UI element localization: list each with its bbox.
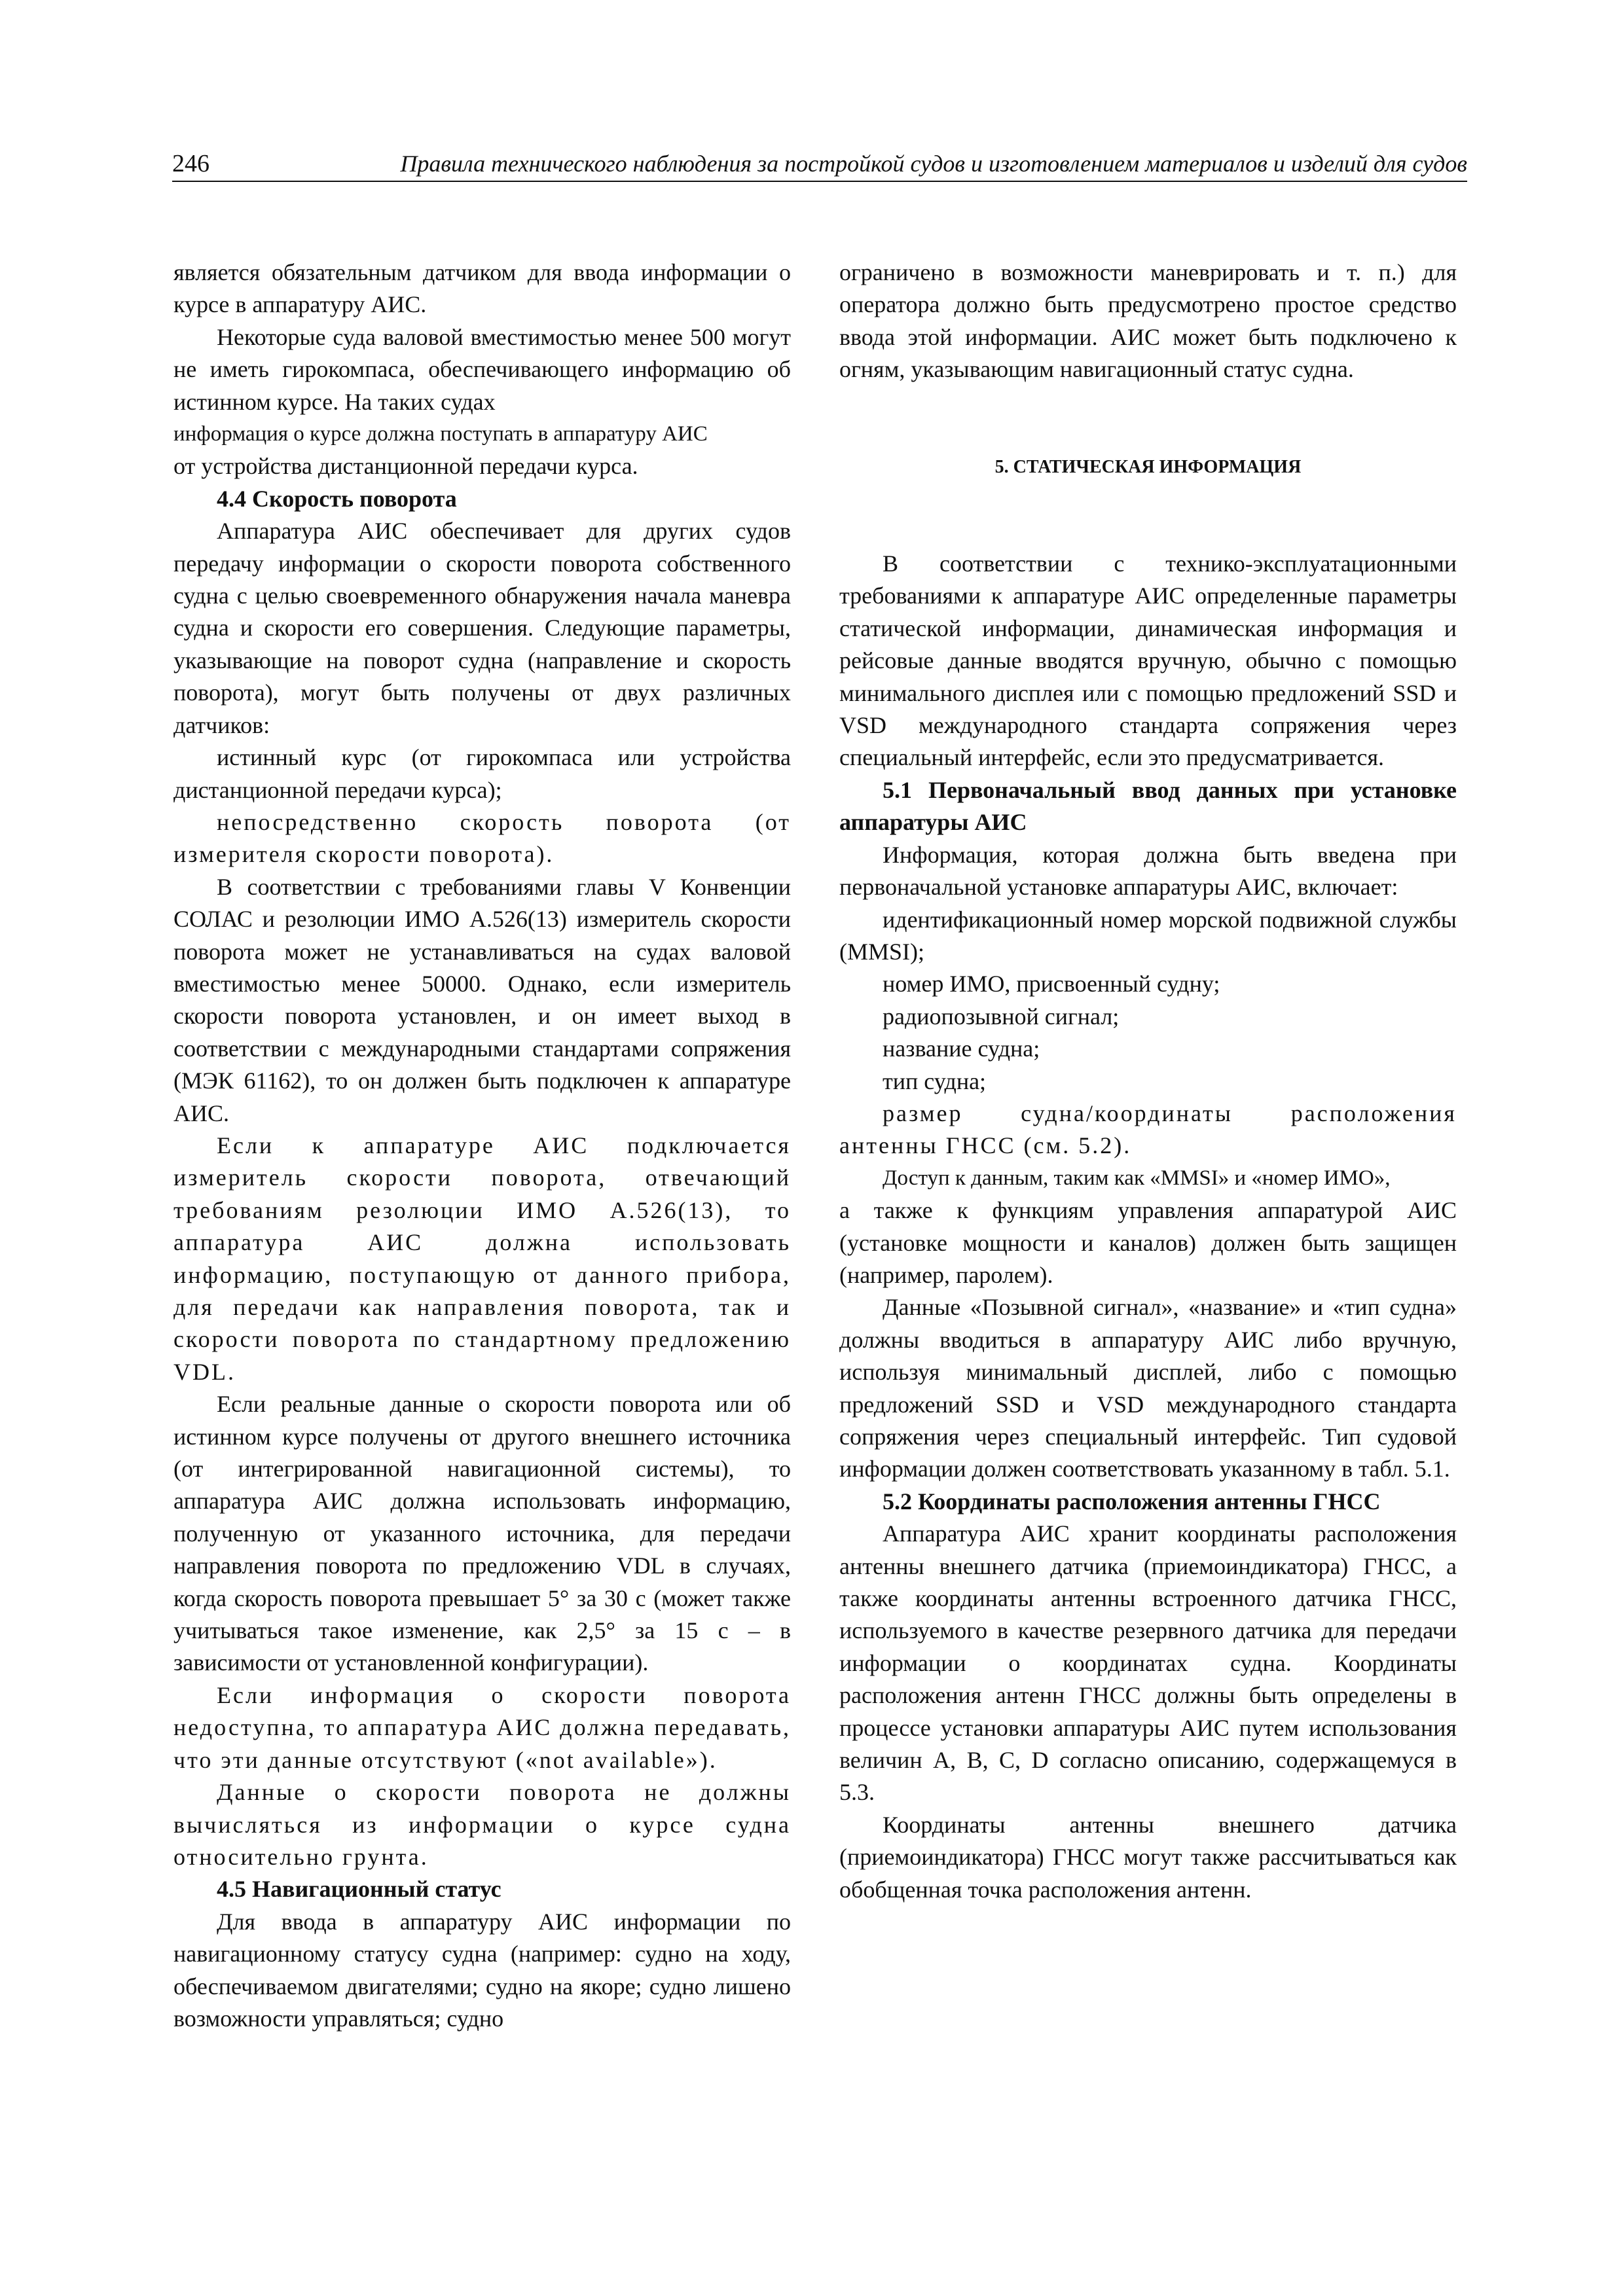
paragraph: Если информация о скорости поворота недоступна, то аппаратура АИС должна передавать, что эти данные отсутствуют («not available»). [173, 1681, 791, 1773]
paragraph: В соответствии с требованиями главы V Конвенции СОЛАС и резолюции ИМО А.526(13) измеритель скорости поворота может не устанавливаться на судах валовой вместимостью менее 50000. Однако, если измеритель скорости поворота установлен, и он имеет выход в соответствии с международными стандартами сопряжения (МЭК 61162), то он должен быть подключен к аппаратуре АИС. [173, 873, 791, 1126]
list-item: идентификационный номер морской подвижной службы (MMSI); [839, 906, 1457, 965]
paragraph: Данные «Позывной сигнал», «название» и «тип судна» должны вводиться в аппаратуру АИС либо вручную, используя минимальный дисплей, либо с помощью предложений SSD и VSD международного стандарта сопряжения через специальный интерфейс. Тип судовой информации должен соответствовать указанному в табл. 5.1. [839, 1294, 1457, 1482]
paragraph: Доступ к данным, таким как «MMSI» и «номер ИМО», [883, 1166, 1391, 1190]
paragraph: а также к функциям управления аппаратурой АИС (установке мощности и каналов) должен быть защищен (например, паролем). [839, 1197, 1457, 1288]
heading-4-4: 4.4 Скорость поворота [217, 485, 457, 512]
list-item: номер ИМО, присвоенный судну; [883, 971, 1220, 997]
list-item: истинный курс (от гирокомпаса или устройства дистанционной передачи курса); [173, 744, 791, 803]
heading-5-2: 5.2 Координаты расположения антенны ГНСС [883, 1488, 1381, 1515]
page-number: 246 [172, 150, 210, 177]
paragraph: В соответствии с технико-эксплуатационными требованиями к аппаратуре АИС определенные параметры статической информации, динамическая информация и рейсовые данные вводятся вручную, обычно с помощью минимального дисплея или с помощью предложений SSD и VSD международного стандарта сопряжения через специальный интерфейс, если это предусматривается. [839, 550, 1457, 771]
paragraph: ограничено в возможности маневрировать и т. п.) для оператора должно быть предусмотрено простое средство ввода этой информации. АИС может быть подключено к огням, указывающим навигационный статус судна. [839, 259, 1457, 383]
heading-5-1: 5.1 Первоначальный ввод данных при установке аппаратуры АИС [839, 776, 1457, 836]
paragraph: Аппаратура АИС хранит координаты расположения антенны внешнего датчика (приемоиндикатора) ГНСС, а также координаты антенны встроенного датчика ГНСС, используемого в качестве резервного датчика для передачи информации о координатах судна. Координаты расположения антенн ГНСС должны быть определены в процессе установки аппаратуры АИС путем использования величин A, B, C, D согласно описанию, содержащемуся в 5.3. [839, 1520, 1457, 1806]
running-title: Правила технического наблюдения за постройкой судов и изготовлением материалов и изделий для судов [400, 151, 1467, 177]
heading-4-5: 4.5 Навигационный статус [217, 1876, 501, 1903]
list-item: название судна; [883, 1035, 1040, 1062]
paragraph: Данные о скорости поворота не должны вычисляться из информации о курсе судна относительно грунта. [173, 1779, 791, 1870]
paragraph: является обязательным датчиком для ввода информации о курсе в аппаратуру АИС. [173, 259, 791, 318]
paragraph: Для ввода в аппаратуру АИС информации по навигационному статусу судна (например: судно на ходу, обеспечиваемом двигателями; судно на якоре; судно лишено возможности управляться; судно [173, 1908, 791, 2032]
paragraph: от устройства дистанционной передачи курса. [173, 453, 638, 480]
page-header [172, 147, 1467, 182]
paragraph: информация о курсе должна поступать в аппаратуру АИС [173, 422, 708, 446]
paragraph: Если реальные данные о скорости поворота или об истинном курсе получены от другого внешнего источника (от интегрированной навигационной системы), то аппаратура АИС должна использовать информацию, полученную от указанного источника, для передачи направления поворота по предложению VDL в случаях, когда скорость поворота превышает 5° за 30 с (может также учитываться такое изменение, как 2,5° за 15 с – в зависимости от установленной конфигурации). [173, 1391, 791, 1676]
list-item: тип судна; [883, 1067, 987, 1094]
paragraph: Аппаратура АИС обеспечивает для других судов передачу информации о скорости поворота собственного судна с целью своевременного обнаружения начала маневра судна и скорости его совершения. Следующие параметры, указывающие на поворот судна (направление и скорость поворота), могут быть получены от двух различных датчиков: [173, 518, 791, 738]
paragraph: Если к аппаратуре АИС подключается измеритель скорости поворота, отвечающий требованиям резолюции ИМО А.526(13), то аппаратура АИС должна использовать информацию, поступающую от данного прибора, для передачи как направления поворота, так и скорости поворота по стандартному предложению VDL. [173, 1132, 791, 1385]
paragraph: Координаты антенны внешнего датчика (приемоиндикатора) ГНСС могут также рассчитываться как обобщенная точка расположения антенн. [839, 1811, 1457, 1903]
list-item: размер судна/координаты расположения антенны ГНСС (см. 5.2). [839, 1100, 1457, 1159]
paragraph: Некоторые суда валовой вместимостью менее 500 могут не иметь гирокомпаса, обеспечивающего информацию об истинном курсе. На таких судах [173, 323, 791, 415]
left-column [173, 257, 791, 2035]
paragraph: Информация, которая должна быть введена при первоначальной установке аппаратуры АИС, включает: [839, 841, 1457, 901]
right-column [839, 257, 1457, 1906]
section-5-title: 5. СТАТИЧЕСКАЯ ИНФОРМАЦИЯ [994, 456, 1302, 477]
list-item: радиопозывной сигнал; [883, 1003, 1120, 1030]
list-item: непосредственно скорость поворота (от измерителя скорости поворота). [173, 808, 791, 868]
